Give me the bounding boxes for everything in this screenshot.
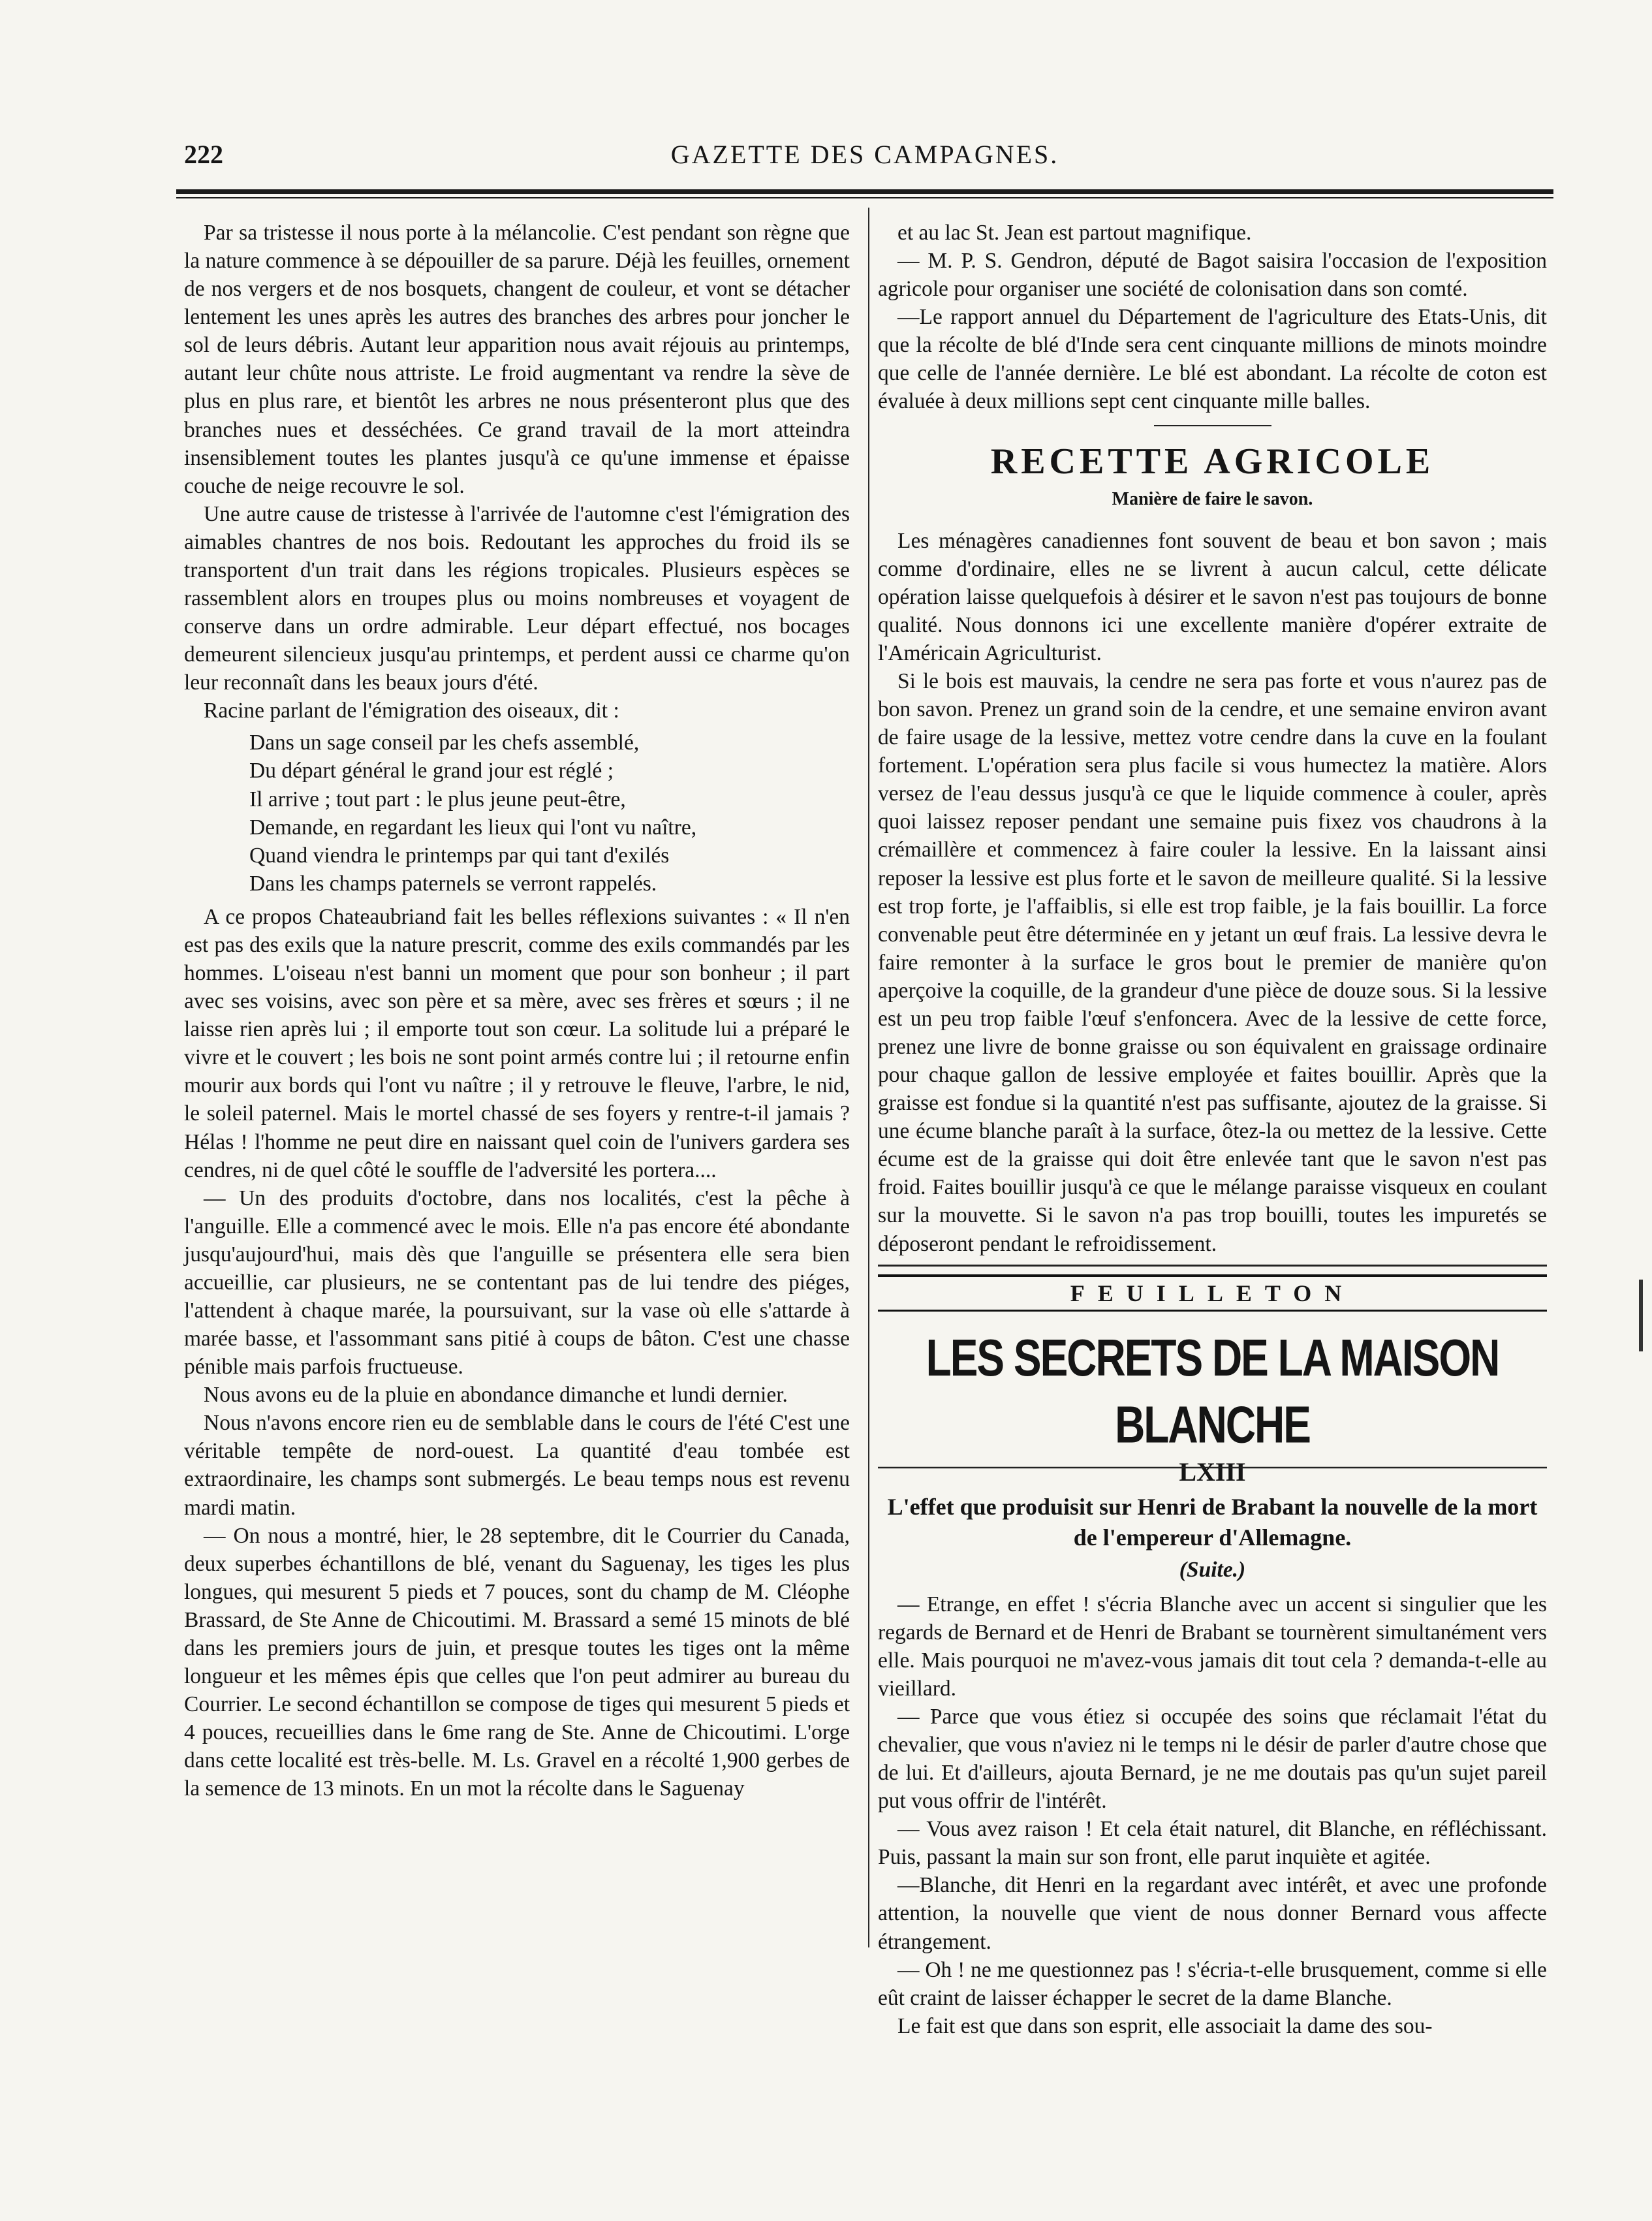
running-title: GAZETTE DES CAMPAGNES.: [670, 140, 1059, 169]
paragraph: — M. P. S. Gendron, député de Bagot saisira l'occasion de l'exposition agricole pour organiser une société de colonisation dans son comté.: [878, 249, 1547, 302]
header-rule-thick: [176, 189, 1553, 194]
feuilleton-banner: FEUILLETON: [878, 1274, 1547, 1312]
paragraph: A ce propos Chateaubriand fait les belles réflexions suivantes : « Il n'en est pas des exils que la nature prescrit, comme des exils commandés par les hommes. L'oiseau n'est banni un moment que pour son bonheur ; il part avec ses voisins, avec son père et sa mère, avec ses frères et sœurs ; il ne laisse rien après lui ; il emporte tout son cœur. La solitude lui a préparé le vivre et le couvert ; les bois ne sont point armés contre lui ; il retourne enfin mourir aux bords qui l'ont vu naître ; il y retrouve le fleuve, l'arbre, le nid, le soleil paternel. Mais le mortel chassé de ses foyers y rentre-t-il jamais ? Hélas ! l'homme ne peut dire en naissant quel coin de l'univers gardera ses cendres, ni de quel côté le souffle de l'adversité les portera....: [184, 904, 850, 1182]
poem-line: Dans un sage conseil par les chefs assemblé,: [249, 731, 640, 755]
poem-line: Dans les champs paternels se verront rappelés.: [249, 871, 657, 896]
paragraph: Les ménagères canadiennes font souvent de beau et bon savon ; mais comme d'ordinaire, elles ne se livrent à aucun calcul, cette délicate opération laisse quelquefois à désirer et le savon n'est pas toujours de bonne qualité. Nous donnons ici une excellente manière d'opérer extraite de l'Américain Agriculturist.: [878, 528, 1547, 665]
paragraph: —Le rapport annuel du Département de l'agriculture des Etats-Unis, dit que la récolte de blé d'Inde sera cent cinquante millions de minots moindre que celle de l'année dernière. Le blé est abondant. La récolte de coton est évaluée à deux millions sept cent cinquante mille balles.: [878, 305, 1547, 414]
page-number: 222: [184, 140, 223, 169]
paragraph: et au lac St. Jean est partout magnifique.: [897, 221, 1252, 245]
chapter-suite: (Suite.): [1179, 1557, 1246, 1582]
chapter-title: L'effet que produisit sur Henri de Brabant la nouvelle de la mort de l'empereur d'Allemagne.: [887, 1493, 1538, 1551]
paragraph: Racine parlant de l'émigration des oiseaux, dit :: [204, 699, 619, 723]
paragraph: Si le bois est mauvais, la cendre ne sera pas forte et vous n'aurez pas de bon savon. Prenez un grand soin de la cendre, et une semaine environ avant de faire usage de la lessive, mettez votre cendre dans la cuve en la foulant fortement. L'opération sera plus facile si vous humectez la matière. Alors versez de l'eau dessus jusqu'à ce que le liquide commence à couler, après quoi laissez reposer pendant une semaine puis fixez vos chaudrons à la crémaillère et commencez à faire couler la lessive. En la laissant ainsi reposer la lessive est plus forte et le savon de meilleure qualité. Si la lessive est trop forte, je l'affaiblis, si elle est trop faible, je la fais bouillir. La force convenable peut être déterminée en y jetant un œuf frais. La lessive devra le faire remonter à la surface le gros bout le premier de manière qu'on aperçoive la coquille, de la grandeur d'une pièce de douze sous. Si la lessive est un peu trop faible l'œuf s'enfoncera. Avec de la lessive de cette force, prenez une livre de bonne graisse ou son équivalent en graissage ordinaire pour chaque gallon de lessive employée et faites bouillir. Après que la graisse est fondue si la quantité n'est pas suffisante, ajoutez de la graisse. Si une écume blanche paraît à la surface, ôtez-la ou mettez de la lessive. Cette écume est de la graisse qui doit être enlevée tant que le savon n'est pas froid. Faites bouillir jusqu'à ce que le mélange paraisse visqueux en coulant sur la mouvette. Si le savon n'a pas trop bouilli, toutes les impuretés se déposeront pendant le refroidissement.: [878, 669, 1547, 1256]
left-column: [184, 219, 850, 1803]
poem-line: Quand viendra le printemps par qui tant d'exilés: [249, 843, 670, 868]
poem-line: Du départ général le grand jour est réglé ;: [249, 759, 614, 783]
recipe-subtitle: Manière de faire le savon.: [1112, 488, 1313, 509]
paragraph: — Oh ! ne me questionnez pas ! s'écria-t-elle brusquement, comme si elle eût craint de laisser échapper le secret de la dame Blanche.: [878, 1957, 1547, 2010]
chapter-number: LXIII: [1179, 1457, 1246, 1487]
paragraph: — Parce que vous étiez si occupée des soins que réclamait l'état du chevalier, que vous n'aviez ni le temps ni le désir de parler d'autre chose que de lui. Et d'ailleurs, ajouta Bernard, je ne me doutais pas qu'un sujet pareil put vous offrir de l'intérêt.: [878, 1704, 1547, 1814]
right-column: [878, 219, 1547, 2040]
paragraph: — Un des produits d'octobre, dans nos localités, c'est la pêche à l'anguille. Elle a commencé avec le mois. Elle n'a pas encore été abondante jusqu'aujourd'hui, mais dès que l'anguille se présentera elle sera bien accueillie, car plusieurs, ne se contentant pas de lui tendre des piéges, l'attendent à chaque marée, la poursuivant, sur la vase où elle s'attarde à marée basse, et l'assommant sans pitié à coups de bâton. C'est une chasse pénible mais parfois fructueuse.: [184, 1186, 850, 1379]
paragraph: Nous avons eu de la pluie en abondance dimanche et lundi dernier.: [204, 1383, 788, 1408]
paragraph: — Vous avez raison ! Et cela était naturel, dit Blanche, en réfléchissant. Puis, passant la main sur son front, elle parut inquiète et agitée.: [878, 1817, 1547, 1870]
page-header: [176, 134, 1553, 173]
poem-line: Demande, en regardant les lieux qui l'ont vu naître,: [249, 815, 697, 840]
paragraph: —Blanche, dit Henri en la regardant avec intérêt, et avec une profonde attention, la nouvelle que vient de nous donner Bernard vous affecte étrangement.: [878, 1873, 1547, 1954]
column-divider: [868, 208, 869, 1947]
paragraph: Nous n'avons encore rien eu de semblable dans le cours de l'été C'est une véritable tempête de nord-ouest. La quantité d'eau tombée est extraordinaire, les champs sont submergés. Le beau temps nous est revenu mardi matin.: [184, 1411, 850, 1520]
paragraph: — Etrange, en effet ! s'écria Blanche avec un accent si singulier que les regards de Bernard et de Henri de Brabant se tournèrent simultanément vers elle. Mais pourquoi ne m'avez-vous jamais dit tout cela ? demanda-t-elle au vieillard.: [878, 1592, 1547, 1701]
recipe-title: RECETTE AGRICOLE: [990, 441, 1435, 482]
paragraph: Le fait est que dans son esprit, elle associait la dame des sou-: [897, 2013, 1433, 2038]
poem-line: Il arrive ; tout part : le plus jeune peut-être,: [249, 787, 626, 811]
header-rule-thin: [176, 197, 1553, 198]
novel-title: LES SECRETS DE LA MAISON BLANCHE: [878, 1321, 1547, 1468]
scan-edge-mark: [1639, 1280, 1643, 1351]
feuilleton-top-rule: [878, 1265, 1547, 1267]
section-separator: [1154, 425, 1271, 426]
paragraph: Une autre cause de tristesse à l'arrivée de l'automne c'est l'émigration des aimables chantres de nos bois. Redoutant les approches du froid ils se transportent d'un trait dans les régions tropicales. Plusieurs espèces se rassemblent alors en troupes plus ou moins nombreuses et voyagent de conserve dans un ordre admirable. Leur départ effectué, nos bocages demeurent silencieux jusqu'au printemps, et perdent aussi ce charme qu'on leur reconnaît dans les beaux jours d'été.: [184, 501, 850, 695]
poem-quote: [249, 729, 850, 897]
paragraph: Par sa tristesse il nous porte à la mélancolie. C'est pendant son règne que la nature commence à se dépouiller de sa parure. Déjà les feuilles, ornement de nos vergers et de nos bosquets, changent de couleur, et vont se détacher lentement les unes après les autres des branches des arbres pour joncher le sol de leurs débris. Autant leur apparition nous avait réjouis au printemps, autant leur chûte nous attriste. Le froid augmentant va rendre la sève de plus en plus rare, et bientôt les arbres ne nous présenteront plus que des branches nues et desséchées. Ce grand travail de la mort atteindra insensiblement toutes les plantes jusqu'à ce qu'une immense et épaisse couche de neige recouvre le sol.: [184, 221, 850, 498]
paragraph: — On nous a montré, hier, le 28 septembre, dit le Courrier du Canada, deux superbes échantillons de blé, venant du Saguenay, les tiges les plus longues, qui mesurent 5 pieds et 7 pouces, sont du champ de M. Cléophe Brassard, de Ste Anne de Chicoutimi. M. Brassard a semé 15 minots de blé dans les premiers jours de juin, et presque toutes les tiges ont la même longueur et les mêmes épis que celles que l'on peut admirer au bureau du Courrier. Le second échantillon se compose de tiges qui mesurent 5 pieds et 4 pouces, recueillies dans le 6me rang de Ste. Anne de Chicoutimi. L'orge dans cette localité est très-belle. M. Ls. Gravel en a récolté 1,900 gerbes de la semence de 13 minots. En un mot la récolte dans le Saguenay: [184, 1523, 850, 1801]
